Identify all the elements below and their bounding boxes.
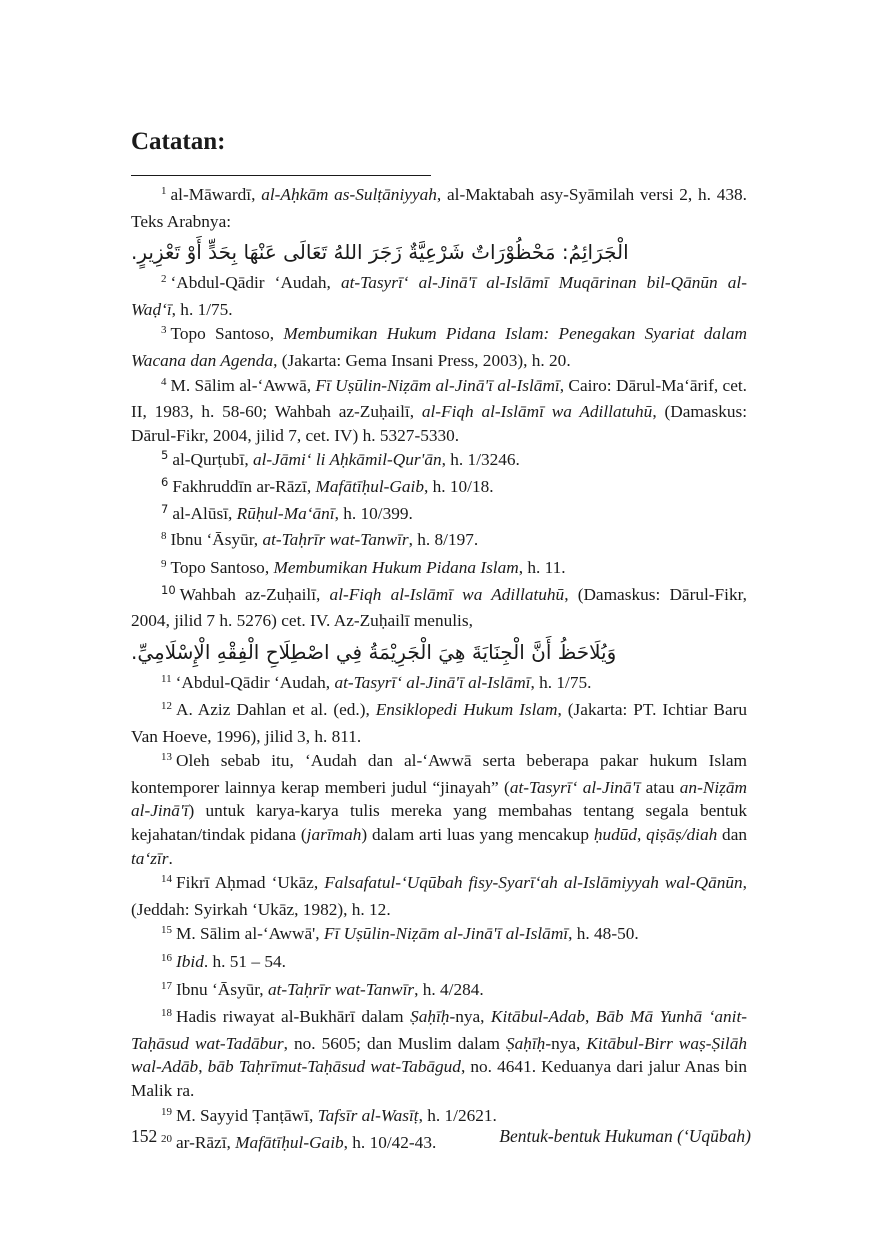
footnote-text: , h. 1/75. [530,672,592,692]
footnote-text: , h. 48-50. [568,924,639,944]
footnote-number: 19 [161,1105,172,1118]
footnote-text: , no. 5605; dan Muslim dalam [283,1033,506,1053]
footnote-title: at-Tasyrī‘ al-Jinā'ī [509,777,641,797]
footnote-title: Ibid [176,952,204,972]
footnote-number: 3 [161,324,167,337]
footnote-title: Membumikan Hukum Pidana Islam [273,557,519,577]
footnote-text: , h. 10/399. [334,503,413,523]
arabic-text: وَيُلَاحَظُ أَنَّ الْجِنَايَةَ هِيَ الْجَرِيْمَةُ فِي اصْطِلَاحِ الْفِقْهِ الْإِسْلَامِيِّ. [131,639,617,664]
footnote-13 [131,749,747,870]
footnote-15 [131,922,747,949]
footnote-title: Falsafatul-‘Uqūbah fisy-Syarī‘ah al-Islāmiyyah wal-Qānūn [324,873,743,893]
footnote-text: , h. 1/3246. [441,450,520,470]
footnote-text: Topo Santoso, [170,324,284,344]
footnote-1 [131,183,747,233]
footnote-title: Mafātīḥul-Gaib [315,476,424,496]
footnote-title: at-Taḥrīr wat-Tanwīr [267,979,415,999]
footnote-text: , h. 8/197. [408,530,479,550]
footnote-text: Ibnu ‘Āsyūr, [170,530,263,550]
footnote-title: al-Fiqh al-Islāmī wa Adillatuhū [421,402,653,422]
footnote-text: ‘Abdul-Qādir ‘Audah, [170,273,341,293]
footnote-17 [131,978,747,1005]
footnote-number: 10 [161,583,176,598]
footnote-14 [131,871,747,921]
footnote-number: 6 [161,474,169,489]
footnote-title: at-Tasyrī‘ al-Jinā'ī al-Islāmī [334,672,531,692]
footnote-number: 12 [161,700,172,713]
footnote-text: al-Alūsī, [172,503,237,523]
footnote-text: Hadis riwayat al-Bukhārī dalam [176,1007,411,1027]
footnote-text: , al-Maktabah asy-Syāmilah versi 2, h. 438. Teks Arabnya: [131,185,747,231]
footnote-separator [131,175,431,176]
page-number: 152 [131,1126,158,1146]
footnote-title: ḥudūd [593,825,638,845]
footnote-number: 11 [161,672,172,685]
footnote-text: Oleh sebab itu, ‘Audah dan al-‘Awwā serta beberapa pakar hukum Islam kontemporer lainnya kerap memberi judul “jinayah” ( [131,751,747,797]
footnote-text: , h. 4/284. [414,979,484,999]
footnote-text: , (Jakarta: PT. Ichtiar Baru Van Hoeve, 1996), jilid 3, h. 811. [131,700,748,746]
footnote-text: ar-Rāzī, [176,1133,236,1153]
footnote-text: , (Damaskus: Dārul-Fikr, 2004, jilid 7, cet. IV) h. 5327-5330. [131,402,748,445]
footnote-text: , h. 1/75. [171,299,233,319]
footnote-number: 9 [161,557,167,570]
footnote-text: M. Sayyid Ṭanṭāwī, [176,1105,318,1125]
footnote-11 [131,671,747,698]
footnote-title: Kitābul-Birr waṣ-Ṣilāh wal-Adāb [131,1033,747,1077]
footnote-number: 16 [161,952,172,965]
footnote-number: 1 [161,185,167,197]
footnote-text: , [198,1057,208,1077]
footnote-text: , (Jakarta: Gema Insani Press, 2003), h. 20. [273,350,571,370]
footnote-text: , (Jeddah: Syirkah ‘Ukāz, 1982), h. 12. [131,873,747,919]
footnote-text: -nya, [449,1007,491,1027]
footnote-title: al-Jāmi‘ li Aḥkāmil-Qur'ān [252,450,442,470]
footnote-title: Tafsīr al-Wasīṭ [317,1105,419,1125]
footnote-text: atau [640,777,680,797]
footnote-text: al-Qurṭubī, [172,450,253,470]
footnote-2 [131,271,747,321]
footnote-text: A. Aziz Dahlan et al. (ed.), [176,700,376,720]
footnote-title: Mafātīḥul-Gaib [235,1133,344,1153]
footnote-number: 15 [161,924,172,937]
footnote-title: ta‘zīr [131,848,169,868]
footnote-title: Kitābul-Adab [490,1007,586,1027]
footnote-number: 4 [161,375,167,388]
footnote-text: , h. 11. [518,557,566,577]
footnote-text: Fikrī Aḥmad ‘Ukāz, [176,873,325,893]
footnote-title: al-Fiqh al-Islāmī wa Adillatuhū [329,585,565,605]
footnote-title: Ensiklopedi Hukum Islam [375,700,558,720]
running-title: Bentuk-bentuk Hukuman (‘Uqūbah) [499,1126,751,1146]
footnote-title: Fī Uṣūlin-Niẓām al-Jinā'ī al-Islāmī [315,375,560,395]
footnote-title: Bāb Mā Yunhā ‘anit-Taḥāsud wat-Tadābur [131,1007,747,1053]
footnote-text: , Cairo: Dārul-Ma‘ārif, cet. II, 1983, h. 58-60; Wahbah az-Zuḥailī, [131,375,747,422]
footnote-text: Wahbah az-Zuḥailī, [179,585,330,605]
footnote-title: Ṣaḥīḥ [505,1033,546,1053]
footnote-title: Fī Uṣūlin-Niẓām al-Jinā'ī al-Islāmī [323,924,569,944]
footnote-text: , no. 4641. Keduanya dari jalur Anas bin Malik ra. [131,1057,747,1100]
footnote-3 [131,322,747,372]
footnote-text: . h. 51 – 54. [203,952,286,972]
footnote-text: , [585,1007,596,1027]
arabic-quote [131,633,747,671]
footnote-7 [131,502,747,528]
footnote-number: 7 [161,501,169,516]
footnote-title: jarīmah [306,825,362,845]
footnote-10 [131,583,747,632]
footnote-text: , h. 10/42-43. [343,1133,437,1153]
footnote-title: al-Aḥkām as-Sulṭāniyyah [261,185,437,204]
footnote-text: ) untuk karya-karya tulis mereka yang membahas tentang segala bentuk kejahatan/tindak pidana ( [131,801,747,845]
footnote-text: . [168,848,173,868]
footnote-text: Fakhruddīn ar-Rāzī, [172,476,316,496]
footnote-4 [131,374,747,448]
arabic-quote [131,233,747,271]
footnote-title: an-Niẓām al-Jinā'ī [131,777,747,821]
footnote-number: 5 [161,448,169,463]
footnote-title: Rūḥul-Ma‘ānī [236,503,335,523]
arabic-text: الْجَرَائِمُ: مَحْظُوْرَاتٌ شَرْعِيَّةٌ زَجَرَ اللهُ تَعَالَى عَنْهَا بِحَدٍّ أَوْ تَعْزِيرٍ. [131,240,629,265]
footnote-title: bāb Taḥrīmut-Taḥāsud wat-Tabāgud [207,1057,461,1077]
footnote-text: Ibnu ‘Āsyūr, [176,979,268,999]
footnote-text: dan [717,825,748,845]
footnote-text: , (Damaskus: Dārul-Fikr, 2004, jilid 7 h. 5276) cet. IV. Az-Zuḥailī menulis, [131,585,747,630]
footnote-9 [131,556,747,583]
section-heading: Catatan: [131,128,226,155]
footnote-number: 2 [161,273,167,286]
footnote-16 [131,950,747,977]
footnote-6 [131,475,747,501]
footnote-number: 14 [161,873,172,886]
footnote-number: 18 [161,1007,172,1020]
footnote-8 [131,528,747,555]
footnote-text: al-Māwardī, [170,185,262,204]
footnote-title: qiṣāṣ/diah [646,825,718,845]
footnote-title: at-Tasyrī‘ al-Jinā'ī al-Islāmī Muqārinan bil-Qānūn al-Waḍ‘ī [131,273,747,319]
footnote-5 [131,448,747,474]
footnote-title: at-Taḥrīr wat-Tanwīr [262,530,409,550]
footnote-text: Topo Santoso, [170,557,274,577]
footnote-18 [131,1005,747,1102]
footnote-number: 20 [161,1133,172,1146]
footnote-text: , h. 1/2621. [418,1105,497,1125]
footnote-12 [131,698,747,748]
footnote-text: M. Sālim al-‘Awwā, [170,375,316,395]
footnote-title: Membumikan Hukum Pidana Islam: Penegakan Syariat dalam Wacana dan Agenda [131,324,747,370]
footnote-text: , h. 10/18. [423,476,494,496]
footnote-number: 17 [161,979,172,992]
footnote-text: M. Sālim al-‘Awwā', [176,924,324,944]
footnote-title: Ṣaḥīḥ [410,1007,450,1027]
footnotes [131,183,747,1158]
footnote-text: ) dalam arti luas yang mencakup [361,825,594,845]
footnote-text: , [637,825,647,845]
footnote-text: ‘Abdul-Qādir ‘Audah, [175,672,335,692]
footnote-text: -nya, [545,1033,587,1053]
footnote-number: 13 [161,751,172,764]
footnote-number: 8 [161,530,167,543]
